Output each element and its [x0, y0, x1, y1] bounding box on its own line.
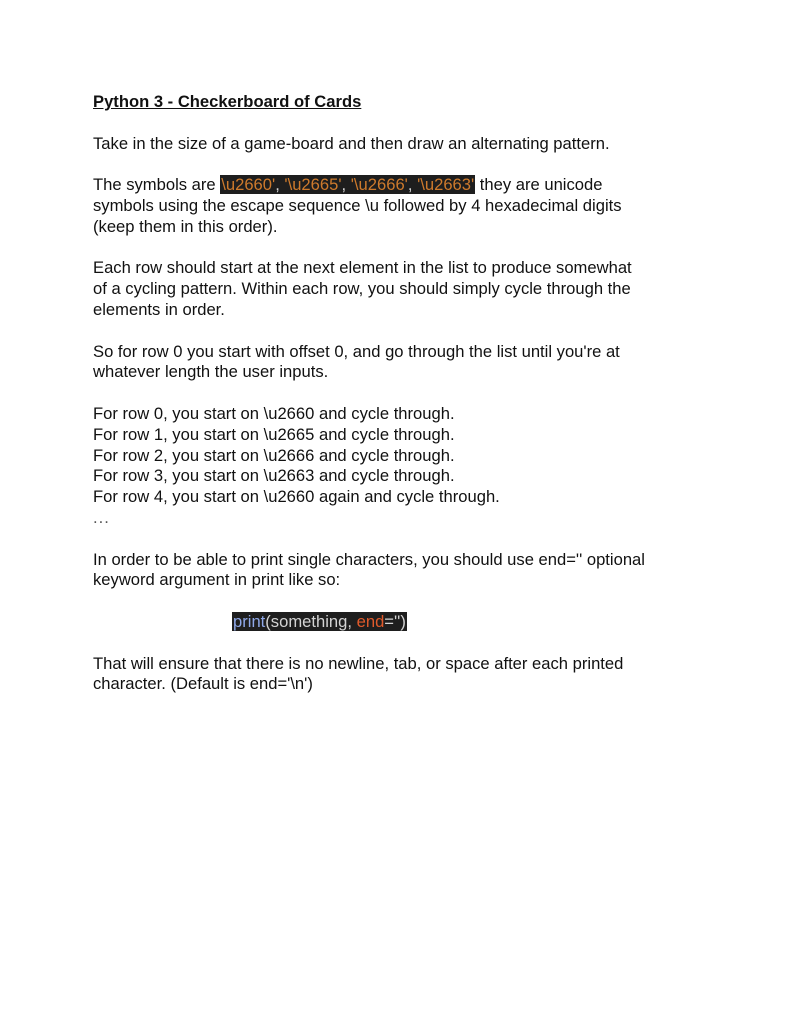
row-instruction-4: For row 4, you start on \u2660 again and cycle through. [93, 487, 500, 507]
symbols-code-highlight [220, 175, 475, 194]
symbol-separator: , [407, 175, 418, 195]
code-comma: , [347, 611, 357, 631]
code-example [93, 612, 733, 633]
symbols-suffix: they are unicode [475, 175, 603, 195]
code-print-fn: print [233, 611, 266, 631]
row-instruction-2: For row 2, you start on \u2666 and cycle through. [93, 445, 455, 465]
symbol-spade-code: \u2660' [221, 175, 276, 195]
row-instruction-3: For row 3, you start on \u2663 and cycle through. [93, 466, 455, 486]
ellipsis: ... [93, 507, 110, 527]
symbol-club-code: '\u2663' [417, 175, 475, 195]
symbol-separator: , [275, 175, 285, 195]
print-note-line-2: keyword argument in print like so: [93, 570, 341, 590]
symbols-line-2: symbols using the escape sequence \u followed by 4 hexadecimal digits [93, 195, 622, 215]
ensure-line-1: That will ensure that there is no newline, tab, or space after each printed [93, 653, 624, 673]
intro-paragraph [93, 134, 733, 155]
each-row-paragraph [93, 258, 733, 320]
symbol-diamond-code: '\u2666' [350, 175, 408, 195]
code-end-value: ='') [384, 611, 406, 631]
symbols-line-3: (keep them in this order). [93, 216, 278, 236]
row-instruction-1: For row 1, you start on \u2665 and cycle through. [93, 424, 455, 444]
ensure-line-2: character. (Default is end='\n') [93, 674, 313, 694]
document-page [93, 92, 733, 716]
each-row-line-1: Each row should start at the next element in the list to produce somewhat [93, 258, 632, 278]
code-end-keyword: end [356, 611, 385, 631]
symbol-separator: , [341, 175, 351, 195]
each-row-line-3: elements in order. [93, 299, 225, 319]
document-title: Python 3 - Checkerboard of Cards [93, 92, 362, 111]
intro-line: Take in the size of a game-board and then draw an alternating pattern. [93, 133, 610, 153]
symbol-heart-code: '\u2665' [284, 175, 342, 195]
print-note-line-1: In order to be able to print single characters, you should use end='' optional [93, 549, 645, 569]
each-row-line-2: of a cycling pattern. Within each row, you should simply cycle through the [93, 279, 631, 299]
symbols-paragraph [93, 175, 733, 237]
row-zero-line-2: whatever length the user inputs. [93, 362, 329, 382]
symbols-prefix: The symbols are [93, 175, 221, 195]
row-zero-line-1: So for row 0 you start with offset 0, and go through the list until you're at [93, 341, 620, 361]
ensure-paragraph [93, 654, 733, 696]
code-args: (something [265, 611, 348, 631]
row-zero-paragraph [93, 342, 733, 384]
row-instruction-0: For row 0, you start on \u2660 and cycle through. [93, 403, 455, 423]
rows-list-paragraph [93, 404, 733, 529]
symbols-line-1 [93, 175, 733, 196]
print-note-paragraph [93, 550, 733, 592]
code-example-highlight [232, 612, 407, 631]
